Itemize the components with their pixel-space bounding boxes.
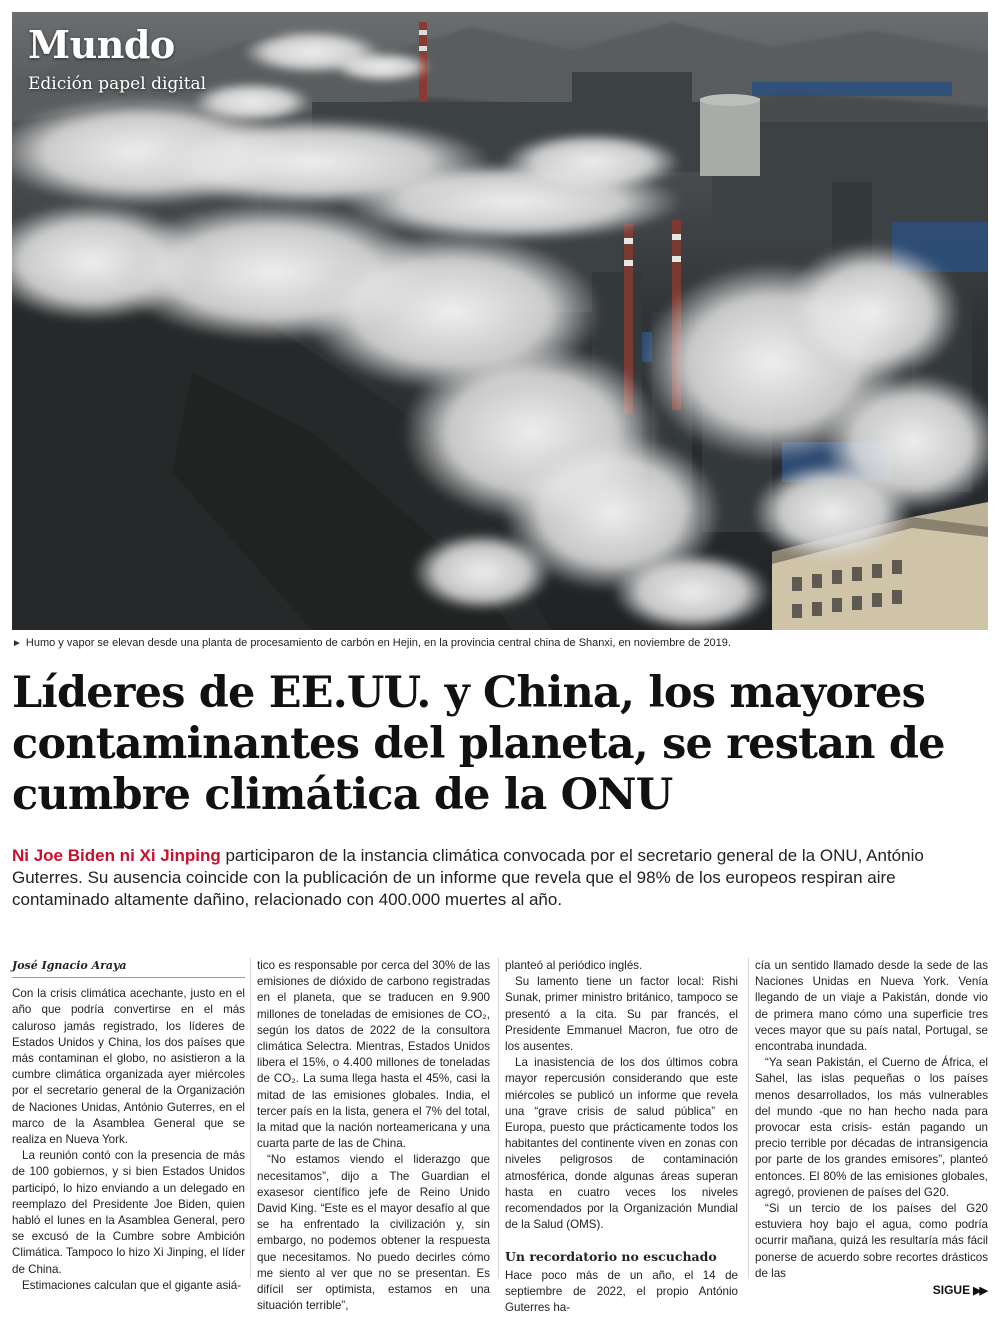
- factory-smoke-illustration: [12, 12, 988, 630]
- paragraph: Estimaciones calculan que el gigante asiá-: [22, 1278, 242, 1292]
- paragraph: “Si un tercio de los países del G20 estuviera hoy bajo el agua, como podría ocurrir mañana, quizá les resultaría más fácil ponerse de acuerdo sobre recortes drásticos de las: [755, 1202, 988, 1280]
- paragraph: tico es responsable por cerca del 30% de las emisiones de dióxido de carbono registradas en el planeta, que se traducen en 9.900 millones de toneladas de emisiones de CO₂, según los datos de 2022 de la consultora climática Selectra. Mientras, Estados Unidos libera el 15%, o 4.400 millones de toneladas de CO₂. La suma llega hasta el 45%, casi la mitad de las emisiones globales. India, el tercer país en la lista, genera el 7% del total, la mitad que la nación norteamericana y una cuarta parte de las de China.: [257, 959, 490, 1151]
- lead-highlight: Ni Joe Biden ni Xi Jinping: [12, 846, 221, 865]
- headline: Líderes de EE.UU. y China, los mayores contaminantes del planeta, se restan de cumbre climática de la ONU: [12, 668, 945, 820]
- continue-label: SIGUE: [932, 1283, 971, 1297]
- paragraph: “No estamos viendo el liderazgo que necesitamos”, dijo a The Guardian el exasesor científico jefe de Reino Unido David King. “Este es el mayor desafío al que se ha enfrentado la civilización y, sin embargo, no podemos obtener la respuesta que necesitamos. No puedo decirles cómo me siento al ver que no se presentan. Es difícil ser optimista, estamos en una situación terrible”,: [257, 1153, 490, 1313]
- caption-marker-icon: ►: [12, 638, 22, 649]
- subheading: Un recordatorio no escuchado: [505, 1249, 717, 1265]
- column-divider: [498, 958, 499, 1278]
- byline: José Ignacio Araya: [12, 958, 245, 978]
- photo-caption: [12, 637, 988, 649]
- paragraph: cía un sentido llamado desde la sede de las Naciones Unidas en Nueva York. Venía llegando de un viaje a Pakistán, donde vio de primera mano cómo una superficie tres veces mayor que su país natal, Portugal, se encontraba inundada.: [755, 959, 988, 1054]
- column-divider: [748, 958, 749, 1278]
- paragraph: Su lamento tiene un factor local: Rishi Sunak, primer ministro británico, tampoco se presentó a la cita. Su par francés, el Presidente Emmanuel Macron, fue otro de los ausentes.: [505, 975, 738, 1054]
- article-column-1: [12, 958, 245, 1294]
- continue-marker: [933, 1283, 986, 1297]
- column-divider: [250, 958, 251, 1278]
- hero-photo: [12, 12, 988, 630]
- paragraph: planteó al periódico inglés.: [505, 959, 643, 972]
- paragraph: “Ya sean Pakistán, el Cuerno de África, el Sahel, las islas pequeñas o los países menos desarrollados, los más vulnerables del mundo -que no han hecho nada para provocar esta crisis- están pagando un precio terrible por décadas de intransigencia por parte de los grandes emisores”, planteó entonces. El 80% de las emisiones globales, agregó, provienen de países del G20.: [755, 1056, 988, 1199]
- article-column-3: [505, 958, 738, 1316]
- section-label: Mundo: [28, 22, 175, 67]
- paragraph: La inasistencia de los dos últimos cobra mayor repercusión considerando que este miércoles se publicó un informe que revela una “grave crisis de salud pública” en Europa, puesto que prácticamente todos los habitantes del continente viven en zonas con niveles peligrosos de contaminación atmosférica, donde algunas áreas superan hasta en cuatro veces los niveles recomendados por la Organización Mundial de la Salud (OMS).: [505, 1056, 738, 1232]
- photo-caption-text: Humo y vapor se elevan desde una planta de procesamiento de carbón en Hejin, en la provincia central china de Shanxi, en noviembre de 2019.: [25, 637, 731, 649]
- article-column-4: [755, 958, 988, 1282]
- lead-paragraph: [12, 845, 972, 911]
- article-column-2: [257, 958, 490, 1314]
- paragraph: La reunión contó con la presencia de más de 100 gobiernos, y si bien Estados Unidos participó, lo hizo enviando a un delegado en reemplazo del Presidente Joe Biden, quien habló el lunes en la Asamblea General, pero se excusó de la Cumbre sobre Ambición Climática. Tampoco lo hizo Xi Jinping, el líder de China.: [12, 1149, 245, 1276]
- section-sublabel: Edición papel digital: [28, 74, 207, 94]
- lead-text: participaron de la instancia climática convocada por el secretario general de la ONU, António Guterres. Su ausencia coincide con la publicación de un informe que revela que el 98% de los europeos respiran aire contaminado altamente dañino, relacionado con 400.000 muertes al año.: [12, 846, 924, 909]
- paragraph: Con la crisis climática acechante, justo en el año que podría convertirse en el más caluroso jamás registrado, los líderes de Estados Unidos y China, los dos países que más contaminan el globo, no asistieron a la cumbre climática organizada ayer miércoles por el secretario general de la Organización de Naciones Unidas, António Guterres, en el marco de la Asamblea General que se realiza en Nueva York.: [12, 987, 245, 1147]
- continue-arrows-icon: ▶▶: [973, 1285, 986, 1297]
- paragraph: Hace poco más de un año, el 14 de septiembre de 2022, el propio António Guterres ha-: [505, 1268, 738, 1315]
